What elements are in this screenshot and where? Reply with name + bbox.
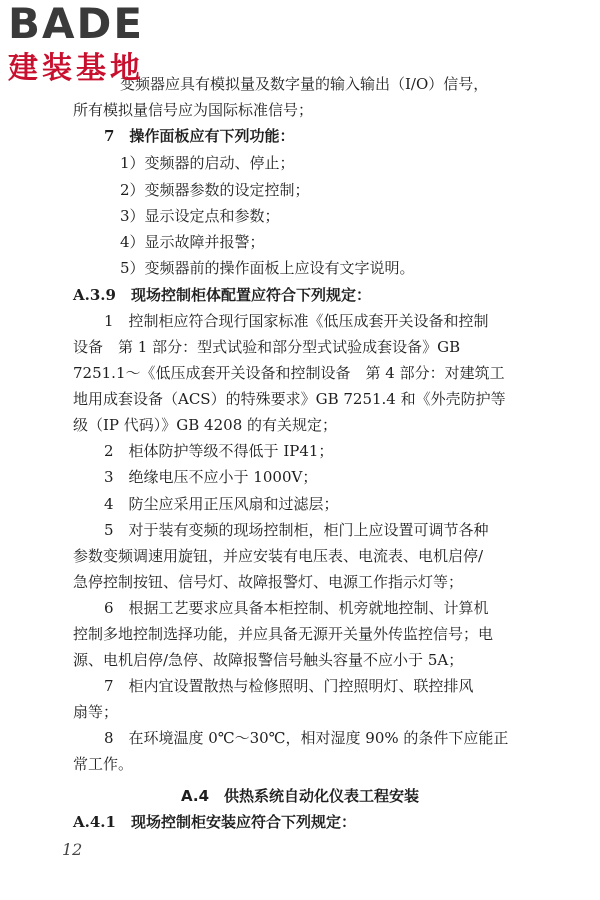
- text-line: 7251.1～《低压成套开关设备和控制设备 第 4 部分：对建筑工: [73, 364, 505, 382]
- text-line: 2 柜体防护等级不得低于 IP41；: [104, 442, 334, 460]
- page-number: 12: [62, 840, 83, 859]
- text-line: 1 控制柜应符合现行国家标准《低压成套开关设备和控制: [104, 312, 489, 330]
- brand-logo: [8, 2, 144, 86]
- clause-heading: A.3.9 现场控制柜体配置应符合下列规定：: [73, 286, 371, 304]
- text-line: 参数变频调速用旋钮，并应安装有电压表、电流表、电机启停/: [73, 547, 484, 565]
- text-line: 1）变频器的启动、停止；: [120, 154, 295, 172]
- text-line: 设备 第 1 部分：型式试验和部分型式试验成套设备》GB: [73, 338, 461, 356]
- text-line: 常工作。: [73, 755, 134, 773]
- text-line: 控制多地控制选择功能，并应具备无源开关量外传监控信号；电: [73, 625, 494, 643]
- text-line: 扇等；: [73, 703, 119, 721]
- text-line: 级（IP 代码）》GB 4208 的有关规定；: [73, 416, 338, 434]
- text-line: 5）变频器前的操作面板上应设有文字说明。: [120, 259, 415, 277]
- text-line: 7 柜内宜设置散热与检修照明、门控照明灯、联控排风: [104, 677, 474, 695]
- section-heading: A.4 供热系统自动化仪表工程安装: [180, 787, 420, 805]
- text-line: 8 在环境温度 0℃～30℃，相对湿度 90% 的条件下应能正: [104, 729, 509, 747]
- text-line: 变频器应具有模拟量及数字量的输入输出（I/O）信号，: [120, 75, 489, 93]
- text-line: 4 防尘应采用正压风扇和过滤层；: [104, 495, 339, 513]
- text-line: 地用成套设备（ACS）的特殊要求》GB 7251.4 和《外壳防护等: [73, 390, 506, 408]
- text-line: 3 绝缘电压不应小于 1000V；: [104, 468, 318, 486]
- text-line: 4）显示故障并报警；: [120, 233, 265, 251]
- logo-wordmark: BADE: [8, 0, 145, 48]
- clause-heading: A.4.1 现场控制柜安装应符合下列规定：: [73, 813, 356, 831]
- text-line: 急停控制按钮、信号灯、故障报警灯、电源工作指示灯等；: [73, 573, 464, 591]
- text-line: 源、电机启停/急停、故障报警信号触头容量不应小于 5A；: [73, 651, 464, 669]
- text-line: 2）变频器参数的设定控制；: [120, 181, 310, 199]
- text-line: 6 根据工艺要求应具备本柜控制、机旁就地控制、计算机: [104, 599, 489, 617]
- text-line: 7 操作面板应有下列功能：: [104, 127, 295, 145]
- text-line: 5 对于装有变频的现场控制柜，柜门上应设置可调节各种: [104, 521, 489, 539]
- text-line: 所有模拟量信号应为国际标准信号；: [73, 101, 314, 119]
- logo-subtitle: 建装基地: [8, 51, 144, 86]
- text-line: 3）显示设定点和参数；: [120, 207, 280, 225]
